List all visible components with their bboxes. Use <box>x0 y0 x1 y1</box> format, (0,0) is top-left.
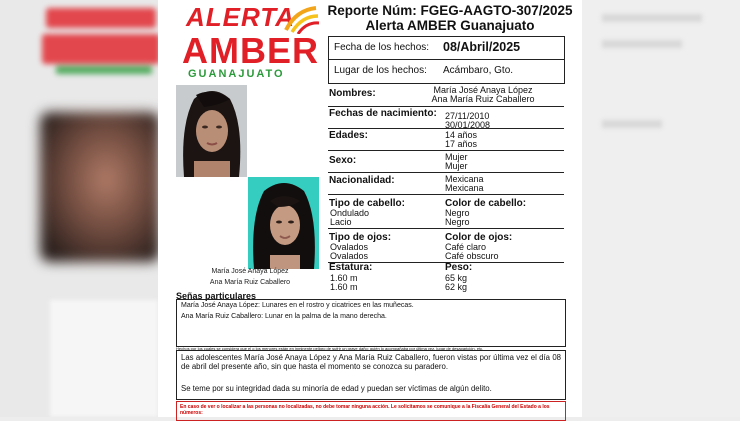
tipo-ojos-2: Ovalados <box>330 251 369 261</box>
background-right-blur <box>582 0 740 417</box>
peso-values <box>445 274 467 292</box>
nombres-values <box>408 86 558 104</box>
lugar-value: Acámbaro, Gto. <box>443 65 514 76</box>
row-sexo <box>328 150 564 173</box>
color-cabello-2: Negro <box>445 217 470 227</box>
nacionalidad-label: Nacionalidad: <box>329 175 395 186</box>
descripcion-box <box>176 350 566 400</box>
logo-sun-icon <box>282 4 320 34</box>
edad-1: 14 años <box>445 130 478 140</box>
amber-alert-document <box>158 0 582 417</box>
fecha-label: Fecha de los hechos: <box>334 42 430 53</box>
senas-line-1: María José Anaya López: Lunares en el rostro y cicatrices en las muñecas. <box>181 302 414 309</box>
logo-line-1: ALERTA <box>186 2 296 32</box>
row-ojos <box>328 228 564 263</box>
tipo-ojos-1: Ovalados <box>330 242 369 252</box>
nombre-1: María José Anaya López <box>433 85 533 95</box>
color-ojos-1: Café claro <box>445 242 487 252</box>
report-subtitle: Alerta AMBER Guanajuato <box>365 18 535 33</box>
blurred-line <box>602 120 662 128</box>
nacimiento-label: Fechas de nacimiento: <box>329 108 437 119</box>
tipo-cabello-label: Tipo de cabello: <box>329 198 405 209</box>
nacionalidad-2: Mexicana <box>445 183 484 193</box>
background-left-blur <box>0 0 158 417</box>
nacimiento-2: 30/01/2008 <box>445 120 491 130</box>
tipo-ojos-values <box>330 243 368 261</box>
tipo-cabello-1: Ondulado <box>330 208 370 218</box>
senas-title: Señas particulares <box>176 291 257 301</box>
estatura-values <box>330 274 358 292</box>
logo-line-3: GUANAJUATO <box>188 68 285 80</box>
alerta-amber-logo <box>180 2 320 80</box>
blurred-line <box>602 14 702 22</box>
blurred-line <box>602 40 682 48</box>
peso-label: Peso: <box>445 262 473 273</box>
sexo-values <box>445 153 468 171</box>
estatura-label: Estatura: <box>329 262 373 273</box>
row-nombres <box>328 82 564 107</box>
color-ojos-label: Color de ojos: <box>445 232 513 243</box>
color-cabello-values <box>445 209 470 227</box>
aviso-text: En caso de ver o localizar a las personas no localizadas, no debe tomar ninguna acción. Le solicitamos se comunique a la Fiscalía General del Estado a los números: <box>180 404 550 416</box>
photo-maria-jose <box>176 85 247 177</box>
lugar-label: Lugar de los hechos: <box>334 65 427 76</box>
photo-caption-2: Ana María Ruiz Caballero <box>209 279 291 286</box>
blurred-logo <box>42 0 158 78</box>
estatura-1: 1.60 m <box>330 273 358 283</box>
nacionalidad-1: Mexicana <box>445 174 484 184</box>
hechos-note: Hechos por los cuales se considera que el o los menores están en inminente peligro de sufrir un grave daño: quién lo acompañaba por última vez, lugar de desaparición, etc. <box>176 346 484 351</box>
blurred-text-area <box>50 300 158 417</box>
row-nacimiento <box>328 106 564 129</box>
tipo-ojos-label: Tipo de ojos: <box>329 232 392 243</box>
estatura-2: 1.60 m <box>330 282 358 292</box>
photo-ana-maria <box>248 177 319 269</box>
report-header <box>318 3 582 33</box>
blurred-photo <box>40 112 158 262</box>
descripcion-p2: Se teme por su integridad dada su minoría de edad y puedan ser víctimas de algún delito. <box>181 384 492 393</box>
row-edades <box>328 128 564 151</box>
edades-values <box>445 131 477 149</box>
row-estatura-peso <box>328 262 564 292</box>
color-cabello-1: Negro <box>445 208 470 218</box>
incident-box <box>328 36 565 84</box>
sexo-2: Mujer <box>445 161 468 171</box>
logo-line-2: AMBER <box>182 30 319 71</box>
edades-label: Edades: <box>329 130 368 141</box>
color-cabello-label: Color de cabello: <box>445 198 527 209</box>
descripcion-p1: Las adolescentes María José Anaya López y Ana María Ruiz Caballero, fueron vistas por última vez el día 08 de abril del presente año, sin que hasta el momento se conozca su paradero. <box>181 353 561 371</box>
peso-2: 62 kg <box>445 282 468 292</box>
aviso-box <box>176 401 566 421</box>
photo-caption-1: María José Anaya López <box>211 268 289 275</box>
report-title: Reporte Núm: FGEG-AAGTO-307/2025 <box>327 3 573 18</box>
peso-1: 65 kg <box>445 273 468 283</box>
color-ojos-values <box>445 243 499 261</box>
senas-line-2: Ana María Ruiz Caballero: Lunar en la palma de la mano derecha. <box>181 313 387 320</box>
nombre-2: Ana María Ruiz Caballero <box>431 94 535 104</box>
sexo-label: Sexo: <box>329 155 357 166</box>
nacimiento-1: 27/11/2010 <box>445 111 490 121</box>
edad-2: 17 años <box>445 139 478 149</box>
tipo-cabello-2: Lacio <box>330 217 352 227</box>
senas-box <box>176 299 566 347</box>
color-ojos-2: Café obscuro <box>445 251 499 261</box>
row-nacionalidad <box>328 172 564 195</box>
sexo-1: Mujer <box>445 152 468 162</box>
nombres-label: Nombres: <box>329 88 376 99</box>
nacionalidad-values <box>445 175 484 193</box>
tipo-cabello-values <box>330 209 369 227</box>
fecha-value: 08/Abril/2025 <box>443 40 521 54</box>
row-cabello <box>328 194 564 229</box>
